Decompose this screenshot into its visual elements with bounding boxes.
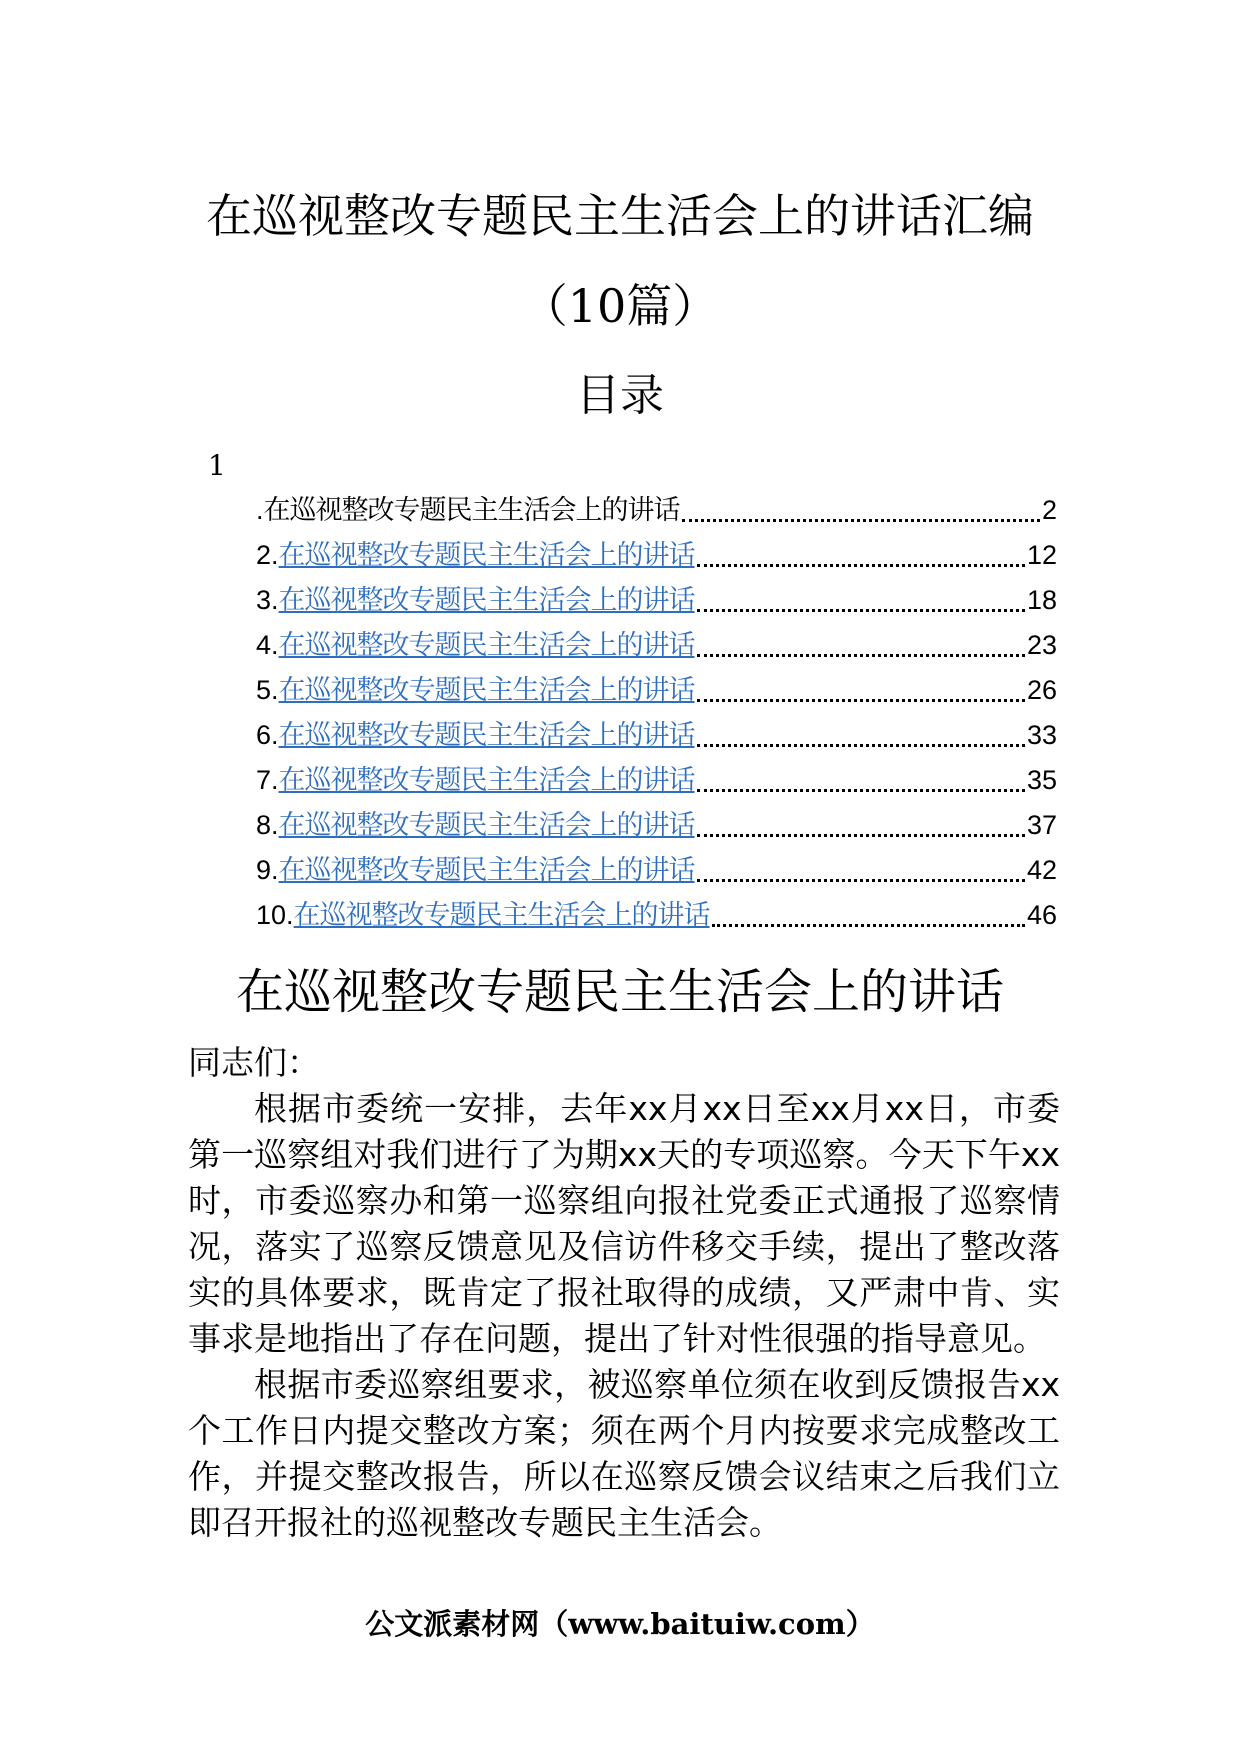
toc-entry-number: 2. bbox=[256, 540, 279, 570]
toc-entry-link[interactable]: 在巡视整改专题民主生活会上的讲话 bbox=[278, 675, 695, 706]
toc-entry-number: 9. bbox=[256, 855, 279, 885]
toc-entry-link[interactable]: 在巡视整改专题民主生活会上的讲话 bbox=[278, 765, 695, 796]
toc-entry-page: 33 bbox=[1026, 720, 1057, 750]
toc-entry-page: 42 bbox=[1026, 855, 1057, 885]
toc-entry[interactable] bbox=[256, 668, 1057, 713]
toc-leader-dots bbox=[697, 699, 1025, 702]
footer-watermark: 公文派素材网（www.baituiw.com） bbox=[365, 1607, 875, 1641]
toc-leader-dots bbox=[697, 879, 1025, 882]
toc-entry[interactable] bbox=[256, 578, 1057, 623]
toc-leader-dots bbox=[682, 519, 1040, 522]
toc-entry-number: 5. bbox=[256, 675, 279, 705]
toc-leader-dots bbox=[712, 924, 1025, 927]
toc-entry-link[interactable]: 在巡视整改专题民主生活会上的讲话 bbox=[278, 720, 695, 751]
toc-entry[interactable] bbox=[256, 623, 1057, 668]
toc-entry-number: 10. bbox=[256, 900, 294, 930]
toc-entry-number: 7. bbox=[256, 765, 279, 795]
toc-entry-page: 12 bbox=[1026, 540, 1057, 570]
document-subtitle: （10篇） bbox=[521, 279, 719, 333]
toc-heading: 目录 bbox=[576, 370, 664, 421]
toc-entry-link[interactable]: 在巡视整改专题民主生活会上的讲话 bbox=[278, 855, 695, 886]
table-of-contents bbox=[256, 488, 1057, 938]
toc-leader-dots bbox=[697, 744, 1025, 747]
toc-leader-dots bbox=[697, 564, 1025, 567]
toc-entry-page: 46 bbox=[1026, 900, 1057, 930]
toc-entry-page: 18 bbox=[1026, 585, 1057, 615]
toc-leader-dots bbox=[697, 834, 1025, 837]
toc-entry-number: 8. bbox=[256, 810, 279, 840]
toc-entry-link[interactable]: 在巡视整改专题民主生活会上的讲话 bbox=[278, 540, 695, 571]
toc-entry-page: 23 bbox=[1026, 630, 1057, 660]
toc-entry[interactable] bbox=[256, 758, 1057, 803]
salutation: 同志们： bbox=[188, 1043, 320, 1082]
body-paragraph: 根据市委巡察组要求，被巡察单位须在收到反馈报告xx个工作日内提交整改方案；须在两个月内按要求完成整改工作，并提交整改报告，所以在巡察反馈会议结束之后我们立即召开报社的巡视整改专题民主生活会。 bbox=[188, 1365, 1060, 1542]
toc-entry[interactable] bbox=[256, 893, 1057, 938]
toc-leader-dots bbox=[697, 654, 1025, 657]
toc-entry-page: 37 bbox=[1026, 810, 1057, 840]
toc-entry-page: 2 bbox=[1041, 495, 1057, 525]
toc-entry[interactable] bbox=[256, 848, 1057, 893]
toc-entry[interactable] bbox=[256, 713, 1057, 758]
toc-entry[interactable] bbox=[256, 803, 1057, 848]
toc-entry-number: . bbox=[256, 495, 264, 525]
toc-entry-link[interactable]: 在巡视整改专题民主生活会上的讲话 bbox=[293, 900, 710, 931]
body-paragraph: 根据市委统一安排，去年xx月xx日至xx月xx日，市委第一巡察组对我们进行了为期xx天的专项巡察。今天下午xx时，市委巡察办和第一巡察组向报社党委正式通报了巡察情况，落实了巡察反馈意见及信访件移交手续，提出了整改落实的具体要求，既肯定了报社取得的成绩，又严肃中肯、实事求是地指出了存在问题，提出了针对性很强的指导意见。 bbox=[188, 1089, 1060, 1358]
toc-entry-number: 6. bbox=[256, 720, 279, 750]
toc-leader-dots bbox=[697, 789, 1025, 792]
toc-entry-page: 35 bbox=[1026, 765, 1057, 795]
toc-entry-number: 3. bbox=[256, 585, 279, 615]
document-title: 在巡视整改专题民主生活会上的讲话汇编 bbox=[206, 189, 1034, 243]
toc-entry-page: 26 bbox=[1026, 675, 1057, 705]
toc-entry-link[interactable]: 在巡视整改专题民主生活会上的讲话 bbox=[278, 630, 695, 661]
toc-marker: 1 bbox=[208, 449, 226, 482]
toc-entry-title: 在巡视整改专题民主生活会上的讲话 bbox=[263, 495, 680, 526]
toc-leader-dots bbox=[697, 609, 1025, 612]
toc-entry[interactable] bbox=[256, 533, 1057, 578]
toc-entry-link[interactable]: 在巡视整改专题民主生活会上的讲话 bbox=[278, 810, 695, 841]
speech-title: 在巡视整改专题民主生活会上的讲话 bbox=[235, 964, 1004, 1020]
toc-entry-link[interactable]: 在巡视整改专题民主生活会上的讲话 bbox=[278, 585, 695, 616]
speech-body bbox=[188, 1040, 1060, 1546]
toc-entry-number: 4. bbox=[256, 630, 279, 660]
toc-entry bbox=[256, 488, 1057, 533]
